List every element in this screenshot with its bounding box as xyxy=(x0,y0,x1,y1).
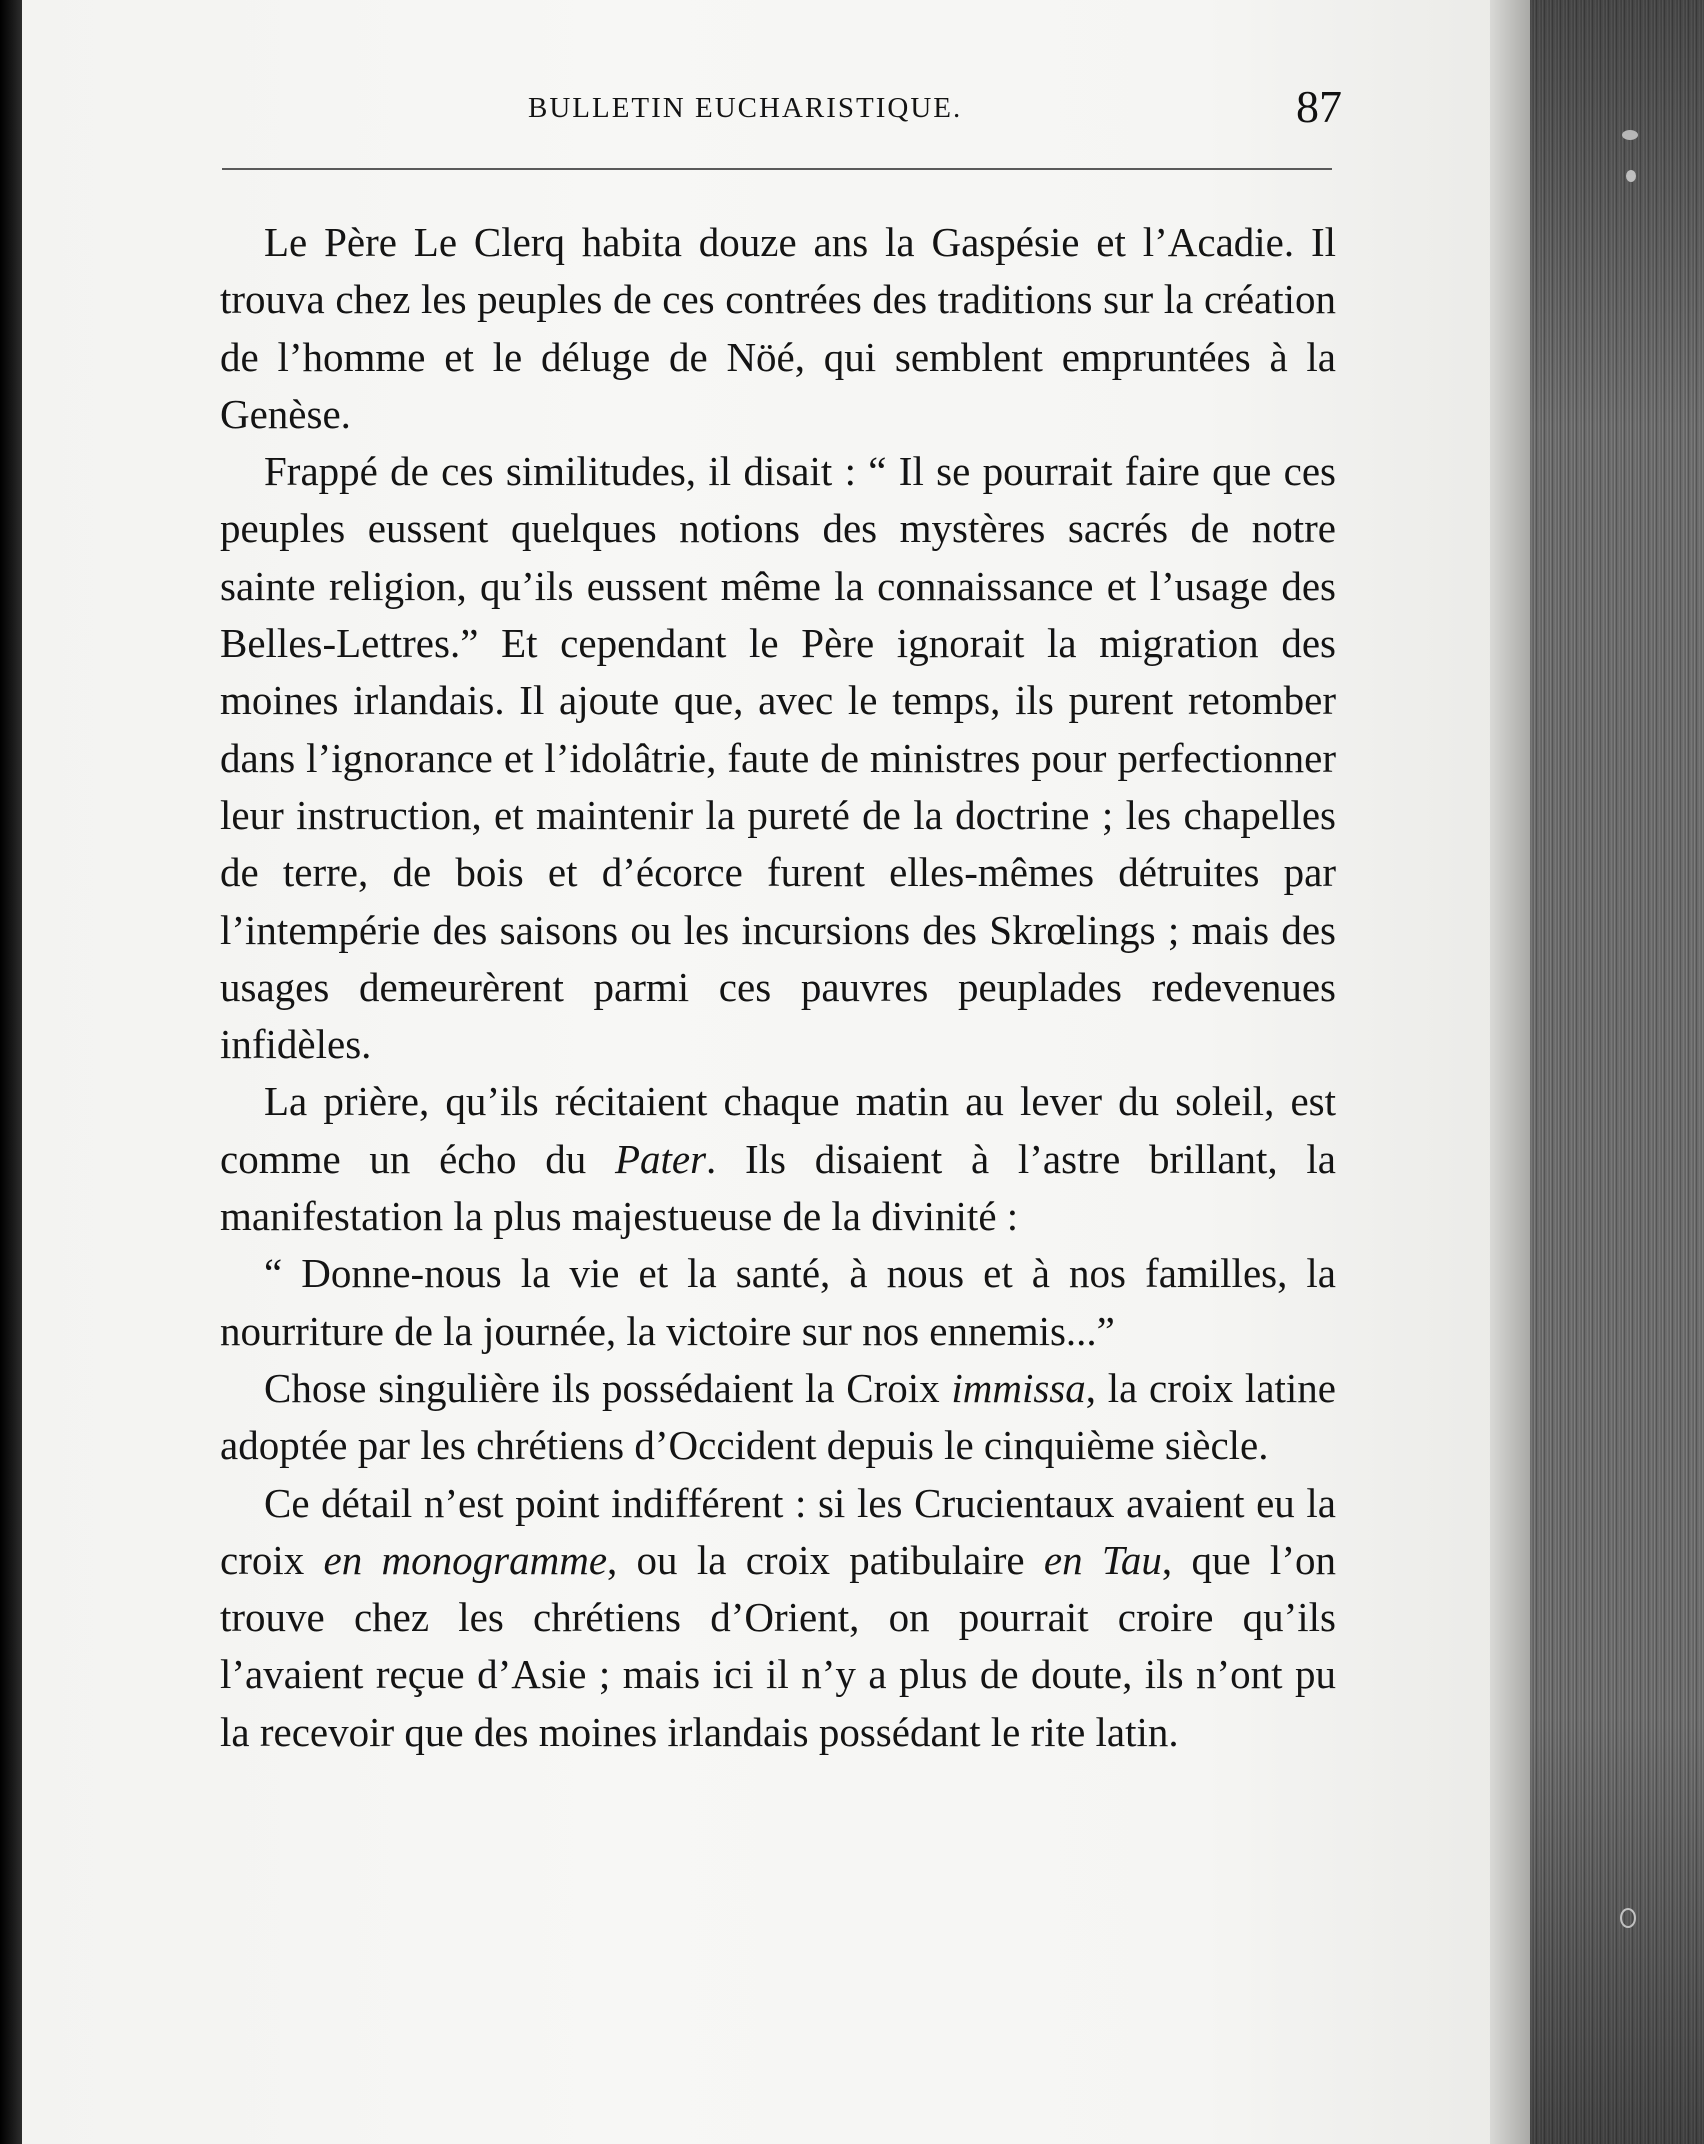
paragraph-3 xyxy=(220,1073,1336,1245)
paragraph-5-text-b: , la croix latine adoptée par les chrétiens d’Occident depuis le cinquième siècle. xyxy=(220,1364,1336,1469)
paragraph-6-italic-1: en monogramme xyxy=(323,1536,608,1583)
paragraph-2: Frappé de ces similitudes, il disait : “ Il se pourrait faire que ces peuples eussent quelques notions des mystères sacrés de notre sainte religion, qu’ils eussent même la connaissance et l’usage des Belles-Lettres.” Et cependant le Père ignorait la migration des moines irlandais. Il ajoute que, avec le temps, ils purent retomber dans l’ignorance et l’idolâtrie, faute de ministres pour perfectionner leur instruction, et maintenir la pureté de la doctrine ; les chapelles de terre, de bois et d’écorce furent elles-mêmes détruites par l’intempérie des saisons ou les incursions des Skrœlings ; mais des usages demeurèrent parmi ces pauvres peuplades redevenues infidèles. xyxy=(220,448,1336,1068)
edge-speck xyxy=(1620,1908,1636,1928)
book-page-edges xyxy=(1530,0,1704,2144)
page-gutter-shadow xyxy=(1490,0,1530,2144)
left-binding-edge xyxy=(0,0,22,2144)
paragraph-5 xyxy=(220,1360,1336,1475)
paragraph-6 xyxy=(220,1475,1336,1761)
paragraph-6-italic-2: en Tau xyxy=(1043,1536,1162,1583)
paragraph-3-italic: Pater xyxy=(614,1135,707,1182)
paragraph-5-text-a: Chose singulière ils possédaient la Croix xyxy=(264,1364,952,1411)
paragraph-6-text-a: Ce détail n’est point indifférent : si les Crucientaux avaient eu la croix xyxy=(220,1479,1336,1583)
edge-speck xyxy=(1622,130,1638,140)
paragraph-3-text-a: La prière, qu’ils récitaient chaque matin au lever du soleil, est comme un écho du xyxy=(220,1078,1336,1182)
page-number: 87 xyxy=(1296,81,1342,132)
page-header xyxy=(198,82,1342,146)
header-rule xyxy=(222,168,1332,170)
paragraph-1: Le Père Le Clerq habita douze ans la Gaspésie et l’Acadie. Il trouva chez les peuples de ces contrées des traditions sur la création de l’homme et le déluge de Nöé, qui semblent empruntées à la Genèse. xyxy=(220,219,1336,437)
paragraph-6-text-b: , ou la croix patibulaire xyxy=(607,1536,1044,1583)
page-sheet xyxy=(22,0,1500,2144)
paragraph-6-text-c: , que l’on trouve chez les chrétiens d’Orient, on pourrait croire qu’ils l’avaient reçue d’Asie ; mais ici il n’y a plus de doute, ils n’ont pu la recevoir que des moines irlandais possédant le rite latin. xyxy=(220,1536,1336,1755)
edge-speck xyxy=(1626,170,1636,182)
body-text xyxy=(220,214,1336,1761)
paragraph-4-quote: “ Donne-nous la vie et la santé, à nous et à nos familles, la nourriture de la journée, la victoire sur nos ennemis...” xyxy=(220,1250,1336,1354)
running-title: BULLETIN EUCHARISTIQUE. xyxy=(528,92,963,124)
paragraph-3-text-b: . Ils disaient à l’astre brillant, la manifestation la plus majestueuse de la divinité : xyxy=(220,1135,1336,1240)
paragraph-5-italic: immissa xyxy=(951,1364,1086,1411)
